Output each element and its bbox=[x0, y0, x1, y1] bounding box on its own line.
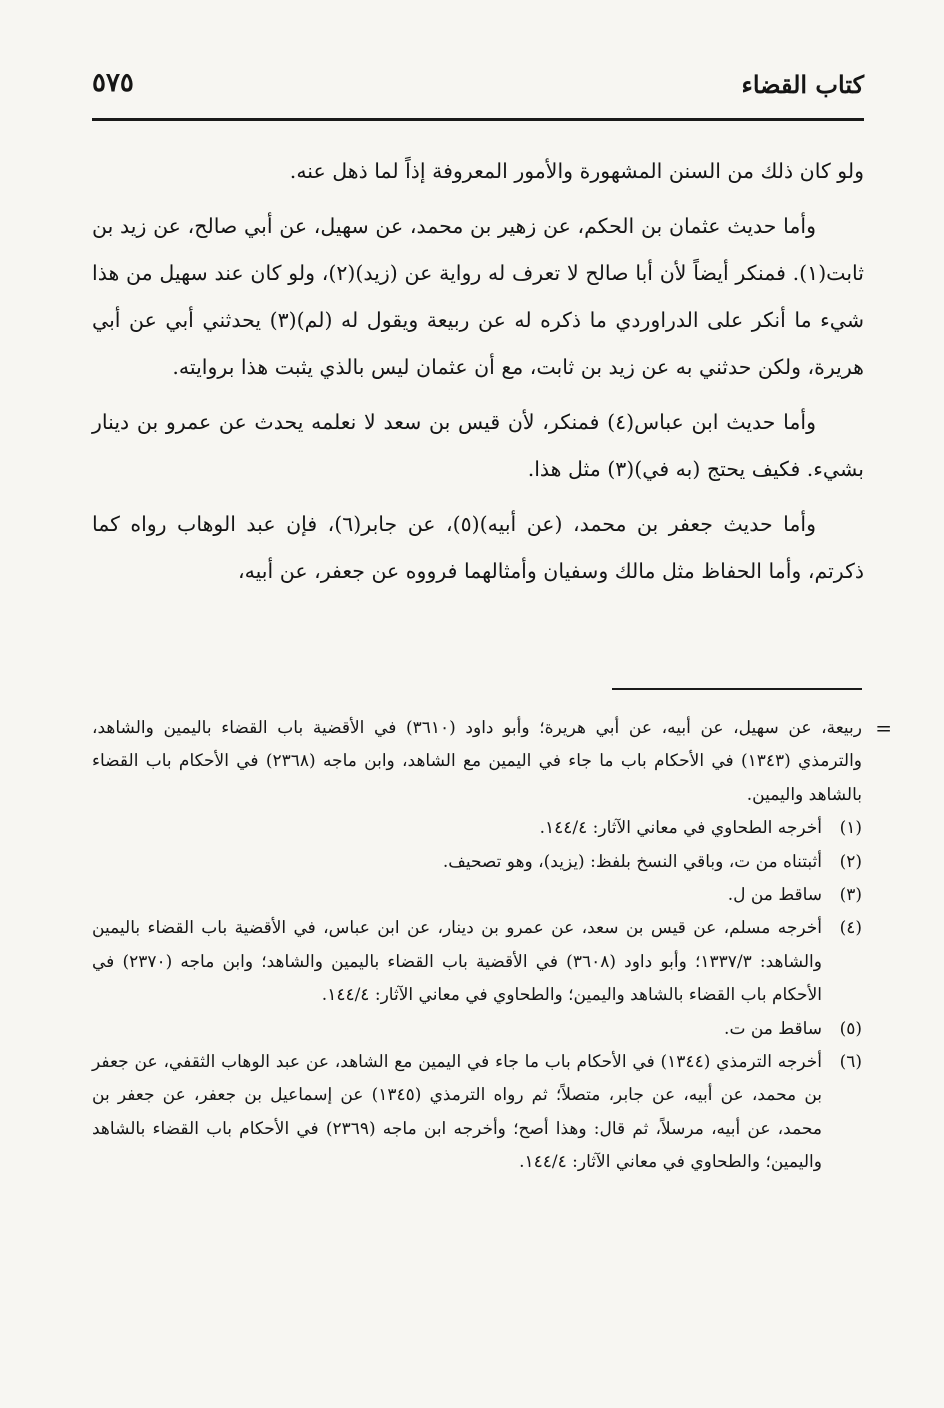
footnote bbox=[92, 1013, 862, 1046]
main-text bbox=[92, 148, 864, 603]
footnote-number: (٦) bbox=[839, 1052, 862, 1073]
continuation-mark: = bbox=[875, 716, 892, 740]
footnote-text: ساقط من ت. bbox=[724, 1018, 822, 1039]
footnote-number: (٢) bbox=[839, 851, 862, 872]
footnote bbox=[92, 846, 862, 879]
footnote-text: أثبتناه من ت، وباقي النسخ بلفظ: (يزيد)، وهو تصحيف. bbox=[442, 851, 822, 872]
paragraph: وأما حديث ابن عباس(٤) فمنكر، لأن قيس بن سعد لا نعلمه يحدث عن عمرو بن دينار بشيء. فكيف يحتج (به في)(٣) مثل هذا. bbox=[92, 410, 864, 481]
paragraph: ولو كان ذلك من السنن المشهورة والأمور المعروفة إذاً لما ذهل عنه. bbox=[289, 159, 864, 183]
chapter-title: كتاب القضاء bbox=[741, 70, 864, 99]
page-header bbox=[92, 64, 864, 112]
footnote bbox=[92, 812, 862, 845]
footnotes bbox=[92, 712, 862, 1180]
paragraph: وأما حديث جعفر بن محمد، (عن أبيه)(٥)، عن جابر(٦)، فإن عبد الوهاب رواه كما ذكرتم، وأما الحفاظ مثل مالك وسفيان وأمثالهما فرووه عن جعفر، عن أبيه، bbox=[92, 512, 864, 583]
footnote-text: أخرجه مسلم، عن قيس بن سعد، عن عمرو بن دينار، عن ابن عباس، في الأقضية باب القضاء باليمين والشاهد: ١٣٣٧/٣؛ وأبو داود (٣٦٠٨) في الأقضية باب القضاء باليمين والشاهد؛ وابن ماجه (٢٣٧٠) في الأحكام باب القضاء بالشاهد واليمين؛ والطحاوي في معاني الآثار: ١٤٤/٤. bbox=[92, 918, 822, 1006]
footnote-number: (٣) bbox=[839, 885, 862, 906]
footnote-text: أخرجه الترمذي (١٣٤٤) في الأحكام باب ما جاء في اليمين مع الشاهد، عن عبد الوهاب الثقفي، عن جعفر بن محمد، عن أبيه، عن جابر، متصلاً؛ ثم رواه الترمذي (١٣٤٥) عن إسماعيل بن جعفر، عن جعفر بن محمد، عن أبيه، مرسلاً، ثم قال: وهذا أصح؛ وأخرجه ابن ماجه (٢٣٦٩) في الأحكام باب القضاء بالشاهد واليمين؛ والطحاوي في معاني الآثار: ١٤٤/٤. bbox=[92, 1052, 823, 1173]
footnote bbox=[92, 879, 862, 912]
paragraph: وأما حديث عثمان بن الحكم، عن زهير بن محمد، عن سهيل، عن أبي صالح، عن زيد بن ثابت(١). فمنكر أيضاً لأن أبا صالح لا تعرف له رواية عن (زيد)(٢)، ولو كان عند سهيل من هذا شيء ما أنكر على الدراوردي ما ذكره له عن ربيعة ويقول له (لم)(٣) يحدثني أبي عن أبي هريرة، ولكن حدثني به عن زيد بن ثابت، مع أن عثمان ليس بالذي يثبت هذا بروايته. bbox=[92, 214, 864, 379]
footnote bbox=[92, 1046, 862, 1180]
footnote-text: ساقط من ل. bbox=[727, 885, 822, 906]
footnote-number: (٥) bbox=[839, 1018, 862, 1039]
page-number: ٥٧٥ bbox=[92, 68, 134, 98]
footnote-number: (١) bbox=[839, 818, 862, 839]
header-rule bbox=[92, 118, 864, 121]
footnote-separator bbox=[612, 688, 862, 690]
footnote bbox=[92, 912, 862, 1012]
footnote-number: (٤) bbox=[839, 918, 862, 939]
footnote-text: أخرجه الطحاوي في معاني الآثار: ١٤٤/٤. bbox=[539, 818, 822, 839]
footnote-continuation: ربيعة، عن سهيل، عن أبيه، عن أبي هريرة؛ وأبو داود (٣٦١٠) في الأقضية باب القضاء باليمين والشاهد، والترمذي (١٣٤٣) في الأحكام باب ما جاء في اليمين مع الشاهد، وابن ماجه (٢٣٦٨) في الأحكام باب القضاء بالشاهد واليمين. bbox=[92, 718, 862, 805]
